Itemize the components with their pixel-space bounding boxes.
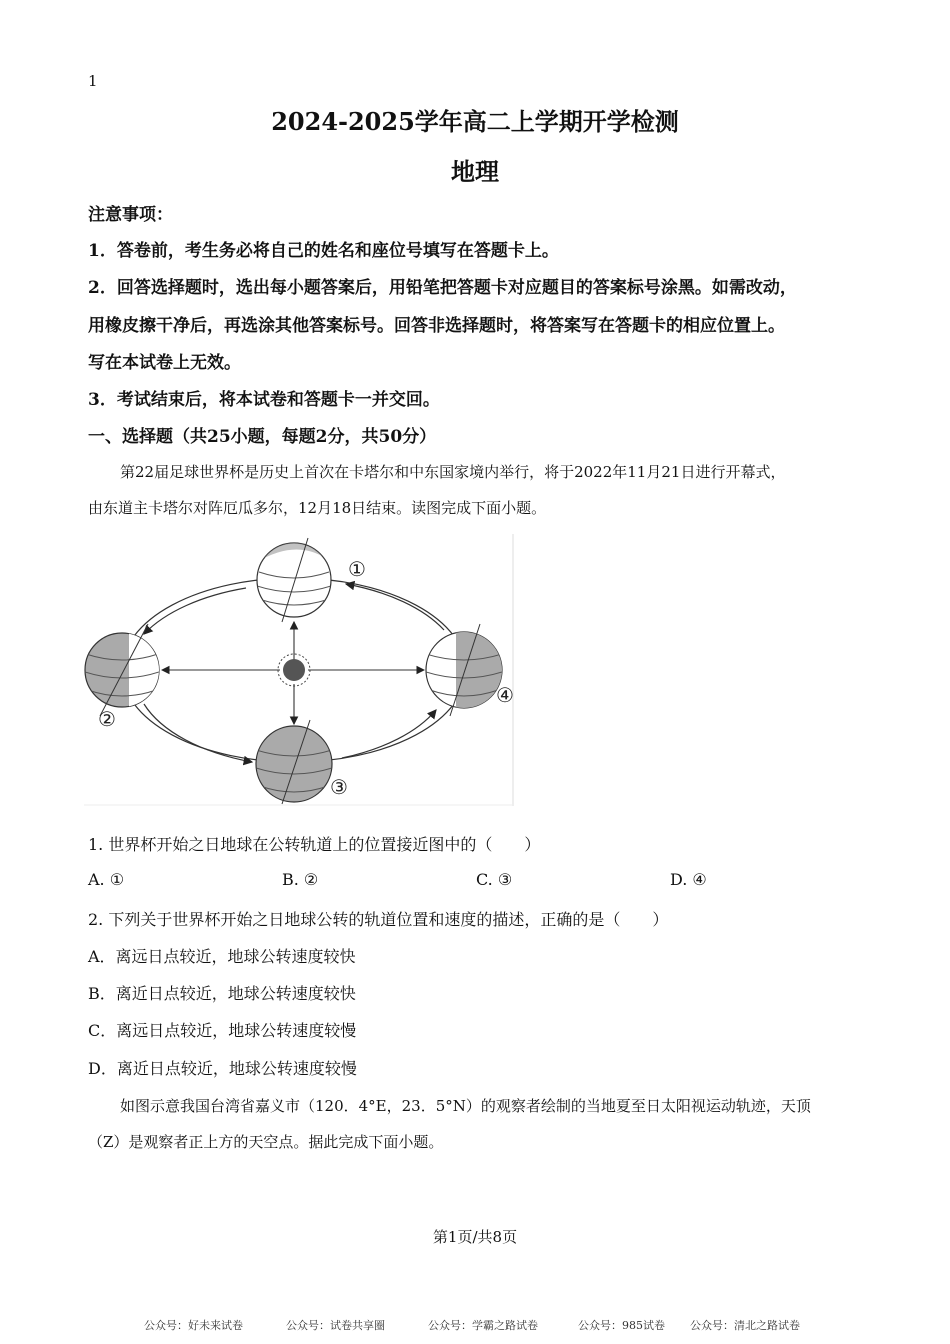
passage-1-line-1: 第22届足球世界杯是历史上首次在卡塔尔和中东国家境内举行，将于2022年11月21日进行开幕式， [120, 463, 786, 481]
footer-link-5[interactable]: 公众号：清北之路试卷 [690, 1319, 800, 1332]
subject-title: 地理 [451, 157, 499, 186]
footer-link-2[interactable]: 公众号：试卷共享圈 [286, 1319, 385, 1332]
notice-item-2-line-2: 用橡皮擦干净后，再选涂其他答案标号。回答非选择题时，将答案写在答题卡的相应位置上。 [88, 316, 785, 336]
notice-heading: 注意事项： [88, 205, 173, 225]
question-1-option-a: A. ① [88, 870, 125, 889]
figure-label-3: ③ [330, 775, 348, 799]
page-number: 第1页/共8页 [432, 1228, 518, 1246]
earth-orbit-figure [84, 532, 516, 808]
question-2-option-c: C．离远日点较近，地球公转速度较慢 [88, 1021, 357, 1040]
question-2-option-b: B．离近日点较近，地球公转速度较快 [88, 984, 356, 1003]
section-heading: 一、选择题（共25小题，每题2分，共50分） [88, 427, 437, 447]
exam-title: 2024-2025学年高二上学期开学检测 [271, 107, 679, 136]
question-1-option-c: C. ③ [476, 870, 513, 889]
earth-position-2 [85, 624, 169, 716]
question-2-option-d: D．离近日点较近，地球公转速度较慢 [88, 1059, 357, 1078]
earth-position-4 [426, 624, 506, 716]
question-1-option-d: D. ④ [670, 870, 707, 889]
footer-link-3[interactable]: 公众号：学霸之路试卷 [428, 1319, 538, 1332]
footer-link-1[interactable]: 公众号：好未来试卷 [144, 1319, 243, 1332]
notice-item-2-line-1: 2．回答选择题时，选出每小题答案后，用铅笔把答题卡对应题目的答案标号涂黑。如需改动， [88, 278, 797, 298]
passage-2-line-1: 如图示意我国台湾省嘉义市（120．4°E，23．5°N）的观察者绘制的当地夏至日太阳视运动轨迹，天顶 [120, 1097, 811, 1115]
question-2-option-a: A．离远日点较近，地球公转速度较快 [88, 947, 356, 966]
figure-label-4: ④ [496, 683, 514, 707]
figure-label-2: ② [98, 707, 116, 731]
passage-2-line-2: （Z）是观察者正上方的天空点。据此完成下面小题。 [88, 1133, 444, 1151]
figure-label-1: ① [348, 557, 366, 581]
notice-item-2-line-3: 写在本试卷上无效。 [88, 353, 241, 373]
notice-item-1: 1．答卷前，考生务必将自己的姓名和座位号填写在答题卡上。 [88, 241, 559, 261]
earth-position-3 [256, 720, 332, 804]
passage-1-line-2: 由东道主卡塔尔对阵厄瓜多尔，12月18日结束。读图完成下面小题。 [88, 499, 547, 517]
footer-link-4[interactable]: 公众号：985试卷 [578, 1319, 665, 1332]
question-1-stem: 1. 世界杯开始之日地球在公转轨道上的位置接近图中的（ ） [88, 835, 541, 854]
question-1-option-b: B. ② [282, 870, 319, 889]
question-2-stem: 2. 下列关于世界杯开始之日地球公转的轨道位置和速度的描述，正确的是（ ） [88, 910, 669, 929]
earth-position-1 [257, 538, 331, 622]
notice-item-3: 3．考试结束后，将本试卷和答题卡一并交回。 [88, 390, 440, 410]
page-marker: 1 [88, 72, 98, 90]
